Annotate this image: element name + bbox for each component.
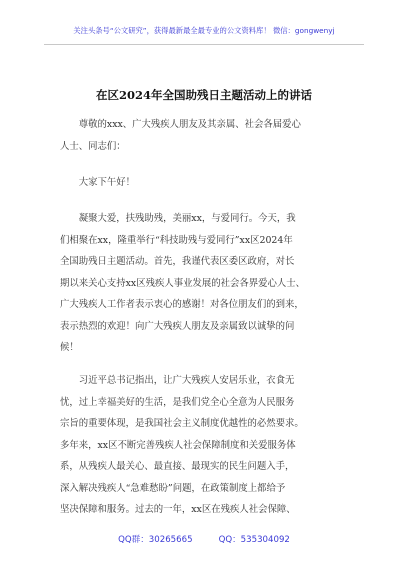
header-divider bbox=[44, 44, 364, 45]
greeting bbox=[60, 172, 352, 194]
paragraph-line: 期以来关心支持xx区残疾人事业发展的社会各界爱心人士、 bbox=[60, 277, 305, 289]
paragraph-1 bbox=[60, 208, 352, 359]
qq-group-number[interactable]: QQ群：30265665 bbox=[118, 535, 193, 545]
qq-number[interactable]: QQ：535304092 bbox=[218, 535, 290, 545]
paragraph-line: 广大残疾人工作者表示衷心的感谢！对各位朋友们的到来， bbox=[60, 299, 304, 310]
paragraph-line: 深入解决残疾人“急难愁盼”问题，在政策制度上都给予 bbox=[60, 482, 286, 494]
paragraph-line: 多年来，xx区不断完善残疾人社会保障制度和关爱服务体 bbox=[60, 439, 296, 451]
paragraph-line: 们相聚在xx，隆重举行“科技助残与爱同行”xx区2024年 bbox=[60, 234, 293, 246]
paragraph-line: 候！ bbox=[60, 342, 79, 353]
salutation bbox=[60, 114, 352, 157]
greeting-line: 大家下午好！ bbox=[78, 177, 136, 188]
salutation-line: 人士、同志们： bbox=[60, 140, 126, 152]
footer-contact bbox=[0, 533, 408, 545]
paragraph-2 bbox=[60, 370, 352, 521]
paragraph-line: 凝聚大爱，扶残助残，美丽xx，与爱同行。今天，我 bbox=[78, 213, 296, 224]
paragraph-line: 系，从残疾人最关心、最直接、最现实的民生问题入手， bbox=[60, 461, 295, 472]
paragraph-line: 全国助残日主题活动。首先，我谨代表区委区政府，对长 bbox=[60, 256, 295, 267]
salutation-line: 尊敬的xxx、广大残疾人朋友及其亲属、社会各届爱心 bbox=[78, 119, 301, 130]
paragraph-line: 习近平总书记指出，让广大残疾人安居乐业，衣食无 bbox=[78, 375, 295, 386]
document-title: 在区2024年全国助残日主题活动上的讲话 bbox=[95, 88, 312, 102]
paragraph-line: 表示热烈的欢迎！向广大残疾人朋友及亲属致以诚挚的问 bbox=[60, 320, 295, 332]
paragraph-line: 坚决保障和服务。过去的一年，xx区在残疾人社会保障、 bbox=[60, 504, 296, 515]
header-banner[interactable]: 关注头条号“公文研究”，获得最新最全最专业的公文资料库！ 微信：gongwenyj bbox=[73, 26, 335, 35]
paragraph-line: 宗旨的重要体现，是我国社会主义制度优越性的必然要求。 bbox=[60, 418, 304, 429]
paragraph-line: 忧，过上幸福美好的生活，是我们党全心全意为人民服务 bbox=[60, 396, 295, 408]
